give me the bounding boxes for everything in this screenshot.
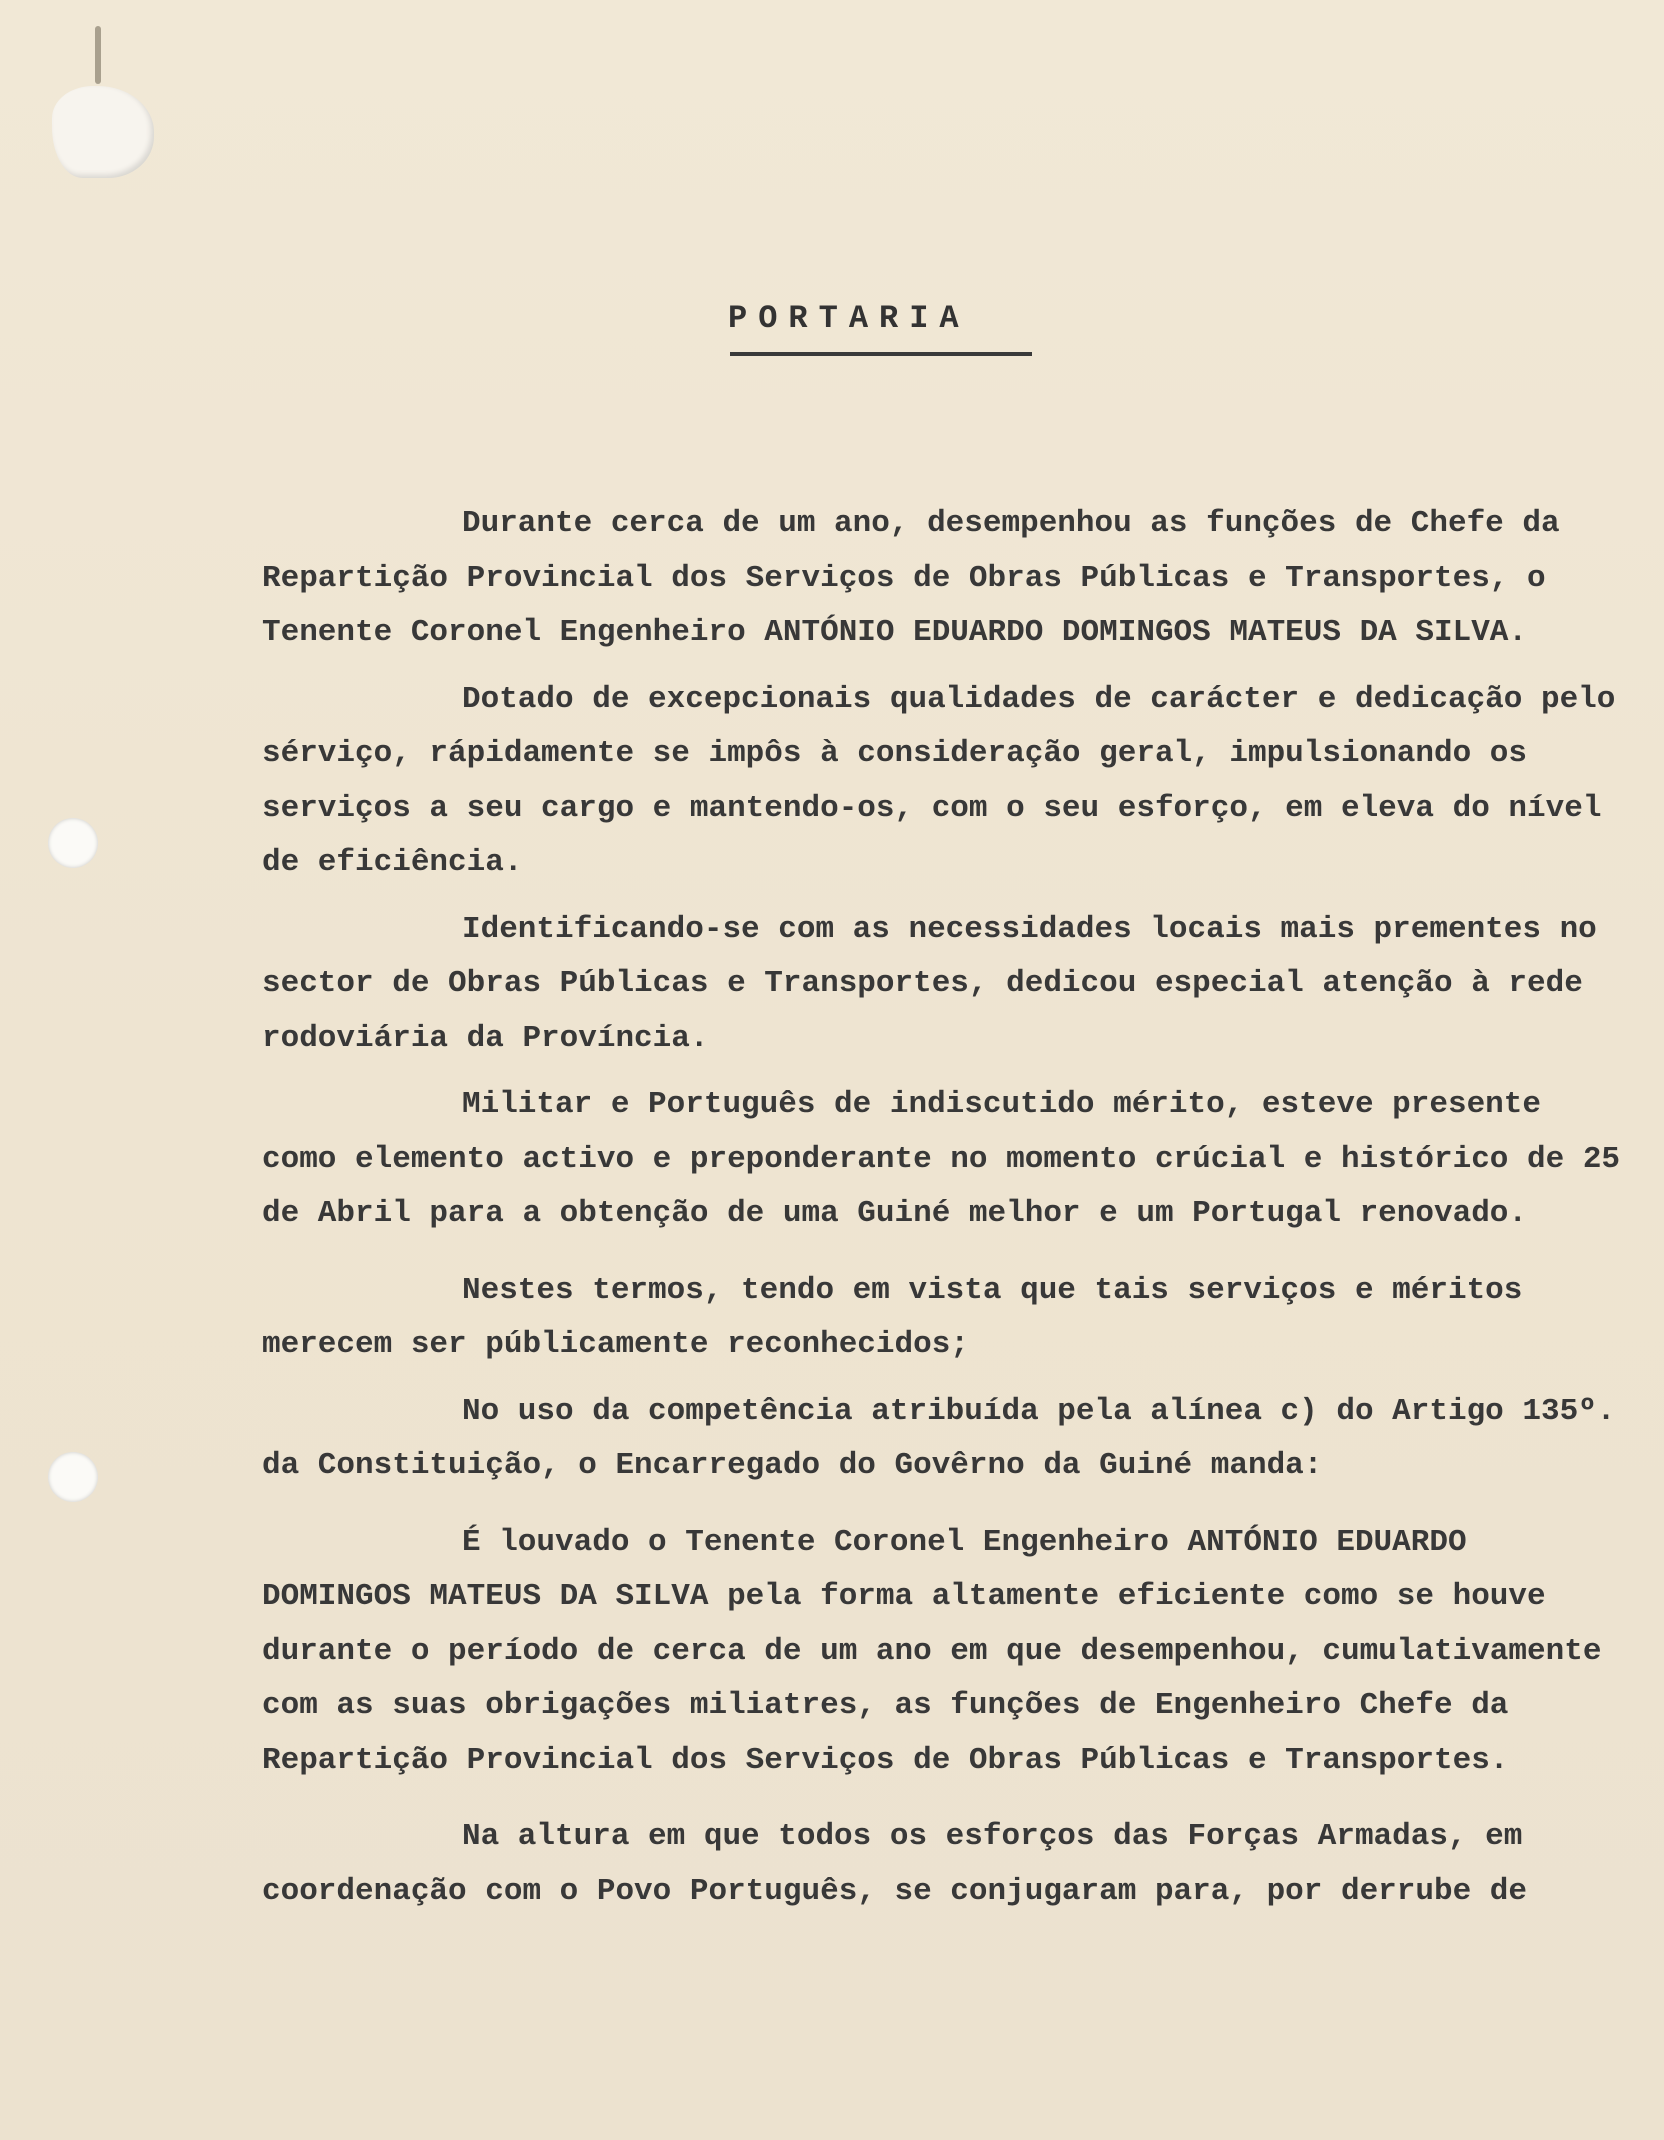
paragraph-2: Dotado de excepcionais qualidades de carácter e dedicação pelo sérviço, rápidamente se impôs à consideração geral, impulsionando os serviços a seu cargo e mantendo-os, com o seu esforço, em eleva do nível de eficiência. bbox=[262, 681, 1616, 880]
punch-hole-lower bbox=[48, 1452, 98, 1502]
torn-corner bbox=[52, 86, 154, 178]
paragraph-5: Nestes termos, tendo em vista que tais serviços e méritos merecem ser públicamente reconhecidos; bbox=[262, 1272, 1523, 1362]
document-title: PORTARIA bbox=[728, 300, 970, 337]
title-underline bbox=[730, 352, 1032, 356]
paragraph-3: Identificando-se com as necessidades locais mais prementes no sector de Obras Públicas e Transportes, dedicou especial atenção à rede rodoviária da Província. bbox=[262, 911, 1597, 1056]
staple-mark bbox=[95, 26, 101, 84]
punch-hole-upper bbox=[48, 818, 98, 868]
document-body bbox=[262, 497, 1622, 1919]
paragraph-6: No uso da competência atribuída pela alínea c) do Artigo 135º. da Constituição, o Encarregado do Govêrno da Guiné manda: bbox=[262, 1393, 1616, 1483]
paragraph-8: Na altura em que todos os esforços das Forças Armadas, em coordenação com o Povo Português, se conjugaram para, por derrube de bbox=[262, 1819, 1528, 1909]
paragraph-7: É louvado o Tenente Coronel Engenheiro ANTÓNIO EDUARDO DOMINGOS MATEUS DA SILVA pela forma altamente eficiente como se houve durante o período de cerca de um ano em que desempenhou, cumulativamente com as suas obrigações miliatres, as funções de Engenheiro Chefe da Repartição Provincial dos Serviços de Obras Públicas e Transportes. bbox=[262, 1524, 1602, 1778]
paragraph-4: Militar e Português de indiscutido mérito, esteve presente como elemento activo e preponderante no momento crúcial e histórico de 25 de Abril para a obtenção de uma Guiné melhor e um Portugal renovado. bbox=[262, 1087, 1621, 1231]
paragraph-1: Durante cerca de um ano, desempenhou as funções de Chefe da Repartição Provincial dos Serviços de Obras Públicas e Transportes, o Tenente Coronel Engenheiro ANTÓNIO EDUARDO DOMINGOS MATEUS DA SILVA. bbox=[262, 506, 1560, 650]
